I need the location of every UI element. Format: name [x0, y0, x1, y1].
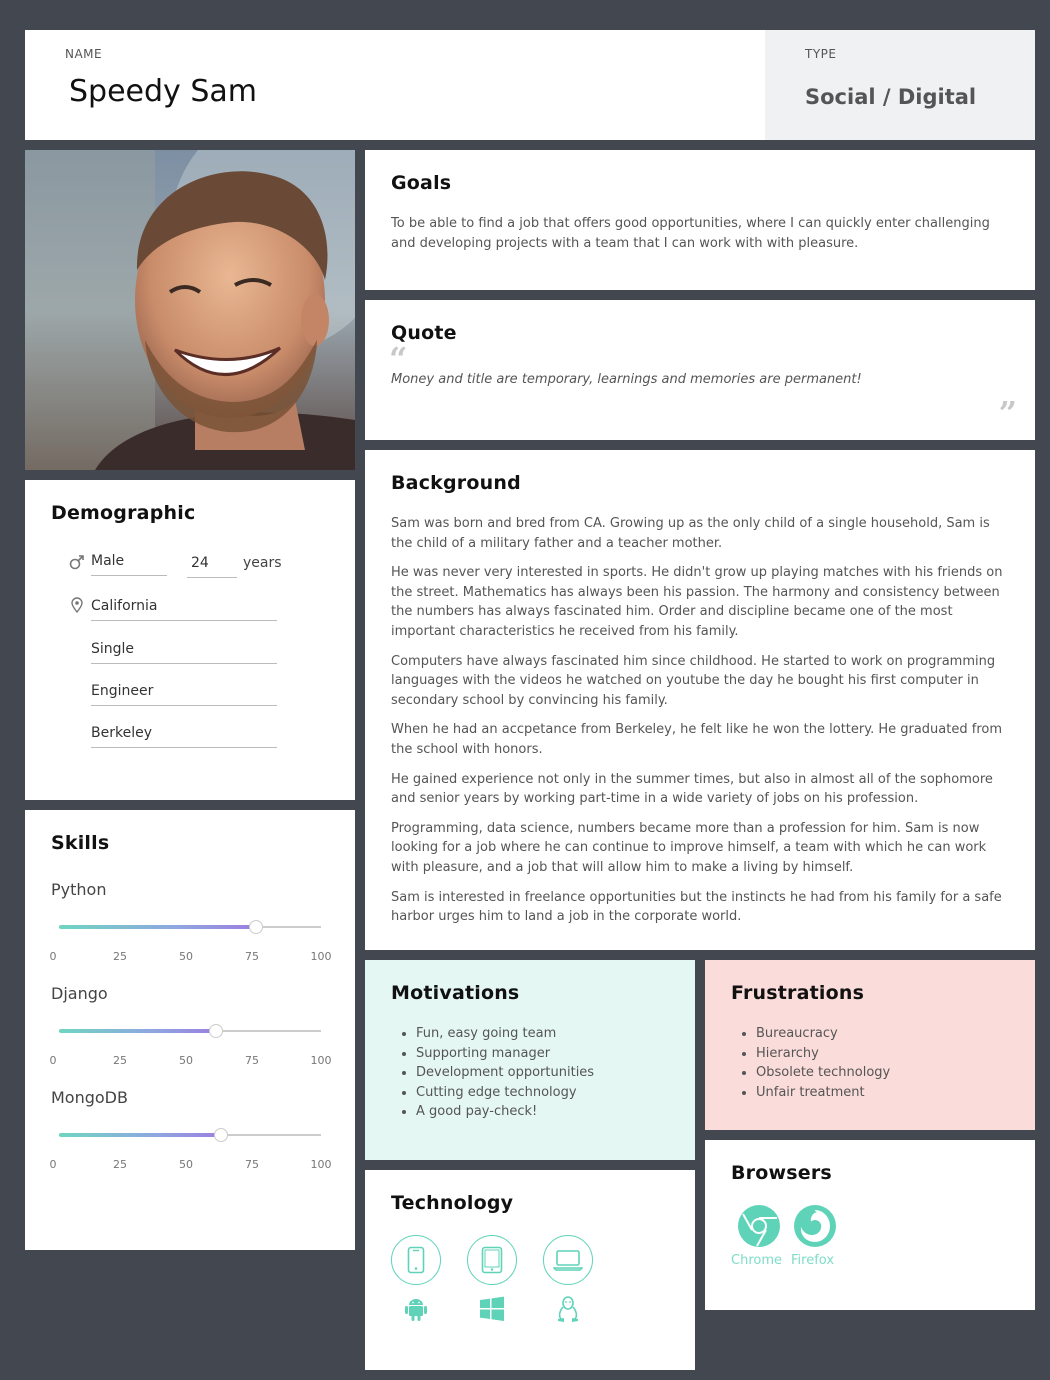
browsers-card	[705, 1140, 1035, 1310]
skills-card	[25, 810, 355, 1250]
skill-slider-fill	[59, 1133, 221, 1137]
goals-text: To be able to find a job that offers good opportunities, where I can quickly enter challenging and developing projects with a team that I can work with with pleasure.	[391, 216, 990, 251]
list-item: • A good pay-check!	[416, 1102, 681, 1122]
male-icon	[69, 554, 85, 574]
chrome-icon	[737, 1204, 781, 1252]
skill-ticks	[47, 950, 337, 964]
tick-label: 75	[245, 1158, 259, 1171]
background-paragraph: When he had an accpetance from Berkeley, he felt like he won the lottery. He graduated from the school with honors.	[391, 722, 1002, 757]
list-item: • Supporting manager	[416, 1044, 681, 1064]
technology-card	[365, 1170, 695, 1370]
technology-title: Technology	[391, 1192, 514, 1214]
motivations-card	[365, 960, 695, 1160]
status-field[interactable]: Single	[91, 636, 277, 664]
motivations-title: Motivations	[391, 982, 520, 1004]
browsers-title: Browsers	[731, 1162, 832, 1184]
tick-label: 0	[49, 950, 57, 963]
background-text	[391, 514, 1011, 937]
chrome-label: Chrome	[731, 1253, 782, 1268]
tick-label: 100	[310, 1054, 332, 1067]
skill-slider-fill	[59, 925, 256, 929]
skill-slider-handle[interactable]	[214, 1128, 228, 1142]
persona-type: Social / Digital	[805, 85, 977, 109]
skills-title: Skills	[51, 832, 110, 854]
laptop-icon	[543, 1235, 593, 1285]
background-title: Background	[391, 472, 521, 494]
type-label: TYPE	[805, 47, 837, 61]
tick-label: 50	[179, 1158, 193, 1171]
tick-label: 0	[49, 1054, 57, 1067]
goals-card	[365, 150, 1035, 290]
type-panel	[765, 30, 1035, 140]
tick-label: 25	[113, 1158, 127, 1171]
age-field[interactable]: 24	[187, 550, 237, 578]
list-item: • Fun, easy going team	[416, 1024, 681, 1044]
skill-slider-handle[interactable]	[249, 920, 263, 934]
tick-label: 100	[310, 1158, 332, 1171]
open-quote-icon: “	[389, 340, 408, 378]
tick-label: 75	[245, 950, 259, 963]
list-item: • Cutting edge technology	[416, 1083, 681, 1103]
tick-label: 25	[113, 950, 127, 963]
background-card	[365, 450, 1035, 950]
background-paragraph: He gained experience not only in the summer times, but also in almost all of the sophomore and senior years by working part-time in a wide variety of jobs on his profession.	[391, 771, 993, 807]
tick-label: 0	[49, 1158, 57, 1171]
quote-card	[365, 300, 1035, 440]
list-item: • Development opportunities	[416, 1063, 681, 1083]
background-paragraph: Programming, data science, numbers became more than a profession for him. Sam is now looking for a job where he can continue to improve himself, a team with which he can work with pleasure, and a job that will allow him to make a living by himself.	[391, 820, 987, 875]
name-panel	[25, 30, 765, 140]
goals-title: Goals	[391, 172, 452, 194]
skill-name: MongoDB	[51, 1088, 128, 1107]
background-paragraph: Sam is interested in freelance opportunities but the instincts he had from his family for a safe harbor urges him to land a job in the corporate world.	[391, 889, 1002, 925]
list-item: • Bureaucracy	[756, 1024, 1021, 1044]
skill-ticks	[47, 1158, 337, 1172]
location-field[interactable]: California	[91, 593, 277, 621]
demographic-title: Demographic	[51, 502, 196, 524]
occupation-field[interactable]: Engineer	[91, 678, 277, 706]
persona-name: Speedy Sam	[69, 74, 257, 109]
tick-label: 50	[179, 1054, 193, 1067]
frustrations-title: Frustrations	[731, 982, 865, 1004]
background-paragraph: Computers have always fascinated him since childhood. He started to work on programming languages with the videos he watched on youtube the day he bought his first computer in secondary school by convincing his family.	[391, 653, 996, 708]
quote-text: Money and title are temporary, learnings and memories are permanent!	[391, 372, 862, 387]
tablet-icon	[467, 1235, 517, 1285]
skill-slider-handle[interactable]	[209, 1024, 223, 1038]
education-field[interactable]: Berkeley	[91, 720, 277, 748]
skill-name: Django	[51, 984, 108, 1003]
tick-label: 75	[245, 1054, 259, 1067]
person-photo-icon	[25, 150, 355, 470]
tick-label: 50	[179, 950, 193, 963]
skill-slider-track[interactable]	[59, 1030, 321, 1032]
phone-icon	[391, 1235, 441, 1285]
android-icon	[401, 1294, 431, 1324]
skill-ticks	[47, 1054, 337, 1068]
firefox-label: Firefox	[791, 1253, 835, 1268]
linux-icon	[553, 1294, 583, 1324]
location-pin-icon	[71, 597, 83, 617]
windows-icon	[477, 1294, 507, 1324]
persona-photo	[25, 150, 355, 470]
quote-title: Quote	[391, 322, 457, 344]
close-quote-icon: ”	[998, 394, 1017, 432]
motivations-list	[391, 1024, 681, 1122]
name-label: NAME	[65, 47, 103, 61]
background-paragraph: Sam was born and bred from CA. Growing up as the only child of a single household, Sam is the child of a military father and a teacher mother.	[391, 516, 990, 551]
age-unit: years	[243, 555, 282, 571]
demographic-card	[25, 480, 355, 800]
list-item: • Hierarchy	[756, 1044, 1021, 1064]
list-item: • Unfair treatment	[756, 1083, 1021, 1103]
skill-slider-track[interactable]	[59, 1134, 321, 1136]
frustrations-list	[731, 1024, 1021, 1102]
firefox-icon	[793, 1204, 837, 1252]
list-item: • Obsolete technology	[756, 1063, 1021, 1083]
skill-name: Python	[51, 880, 107, 899]
background-paragraph: He was never very interested in sports. He didn't grow up playing matches with his friends on the street. Mathematics has always been his passion. The harmony and consistency between the numbers has always fascinated him. Order and discipline became one of the most important characteristics he received from his family.	[391, 565, 1003, 639]
gender-field[interactable]: Male	[91, 548, 167, 576]
skill-slider-fill	[59, 1029, 216, 1033]
skill-slider-track[interactable]	[59, 926, 321, 928]
frustrations-card	[705, 960, 1035, 1130]
tick-label: 25	[113, 1054, 127, 1067]
tick-label: 100	[310, 950, 332, 963]
